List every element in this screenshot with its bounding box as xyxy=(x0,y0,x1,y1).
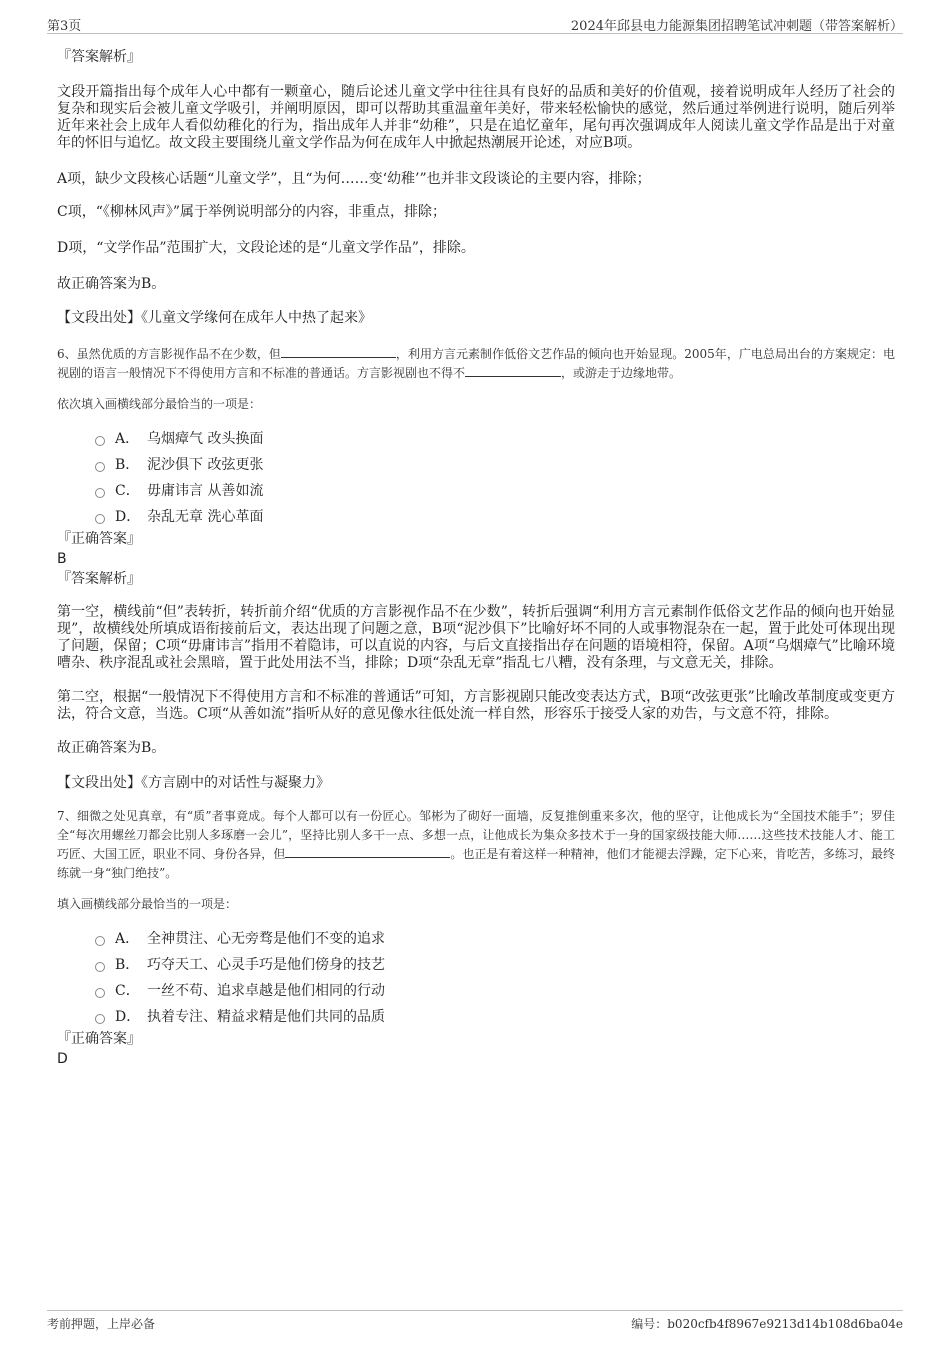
radio-icon[interactable] xyxy=(95,1014,105,1024)
q6-option-d[interactable]: D． 杂乱无章 洗心革面 xyxy=(95,504,895,530)
radio-icon[interactable] xyxy=(95,936,105,946)
q6-instruction: 依次填入画横线部分最恰当的一项是： xyxy=(57,397,262,411)
q5-analysis-option-c: C项，“《柳林风声》”属于举例说明部分的内容，非重点，排除； xyxy=(57,204,447,220)
q7-option-d[interactable]: D． 执着专注、精益求精是他们共同的品质 xyxy=(95,1004,895,1030)
page-header xyxy=(47,14,903,34)
q7-instruction: 填入画横线部分最恰当的一项是： xyxy=(57,897,238,911)
q5-analysis-paragraph: 文段开篇指出每个成年人心中都有一颗童心，随后论述儿童文学中往往具有良好的品质和美好的价值观，接着说明成年人经历了社会的复杂和现实后会被儿童文学吸引，并阐明原因，即可以帮助其重温童年美好，带来轻松愉快的感觉，然后通过举例进行说明，随后列举近年来社会上成年人看似幼稚化的行为，指出成年人并非“幼稚”，只是在追忆童年，尾句再次强调成年人阅读儿童文学作品是出于对童年的怀旧与追忆。故文段主要围绕儿童文学作品为何在成年人中掀起热潮展开论述，对应B项。 xyxy=(57,84,895,151)
q6-analysis-label: 『答案解析』 xyxy=(57,571,141,587)
q6-blank-2 xyxy=(465,365,561,377)
q6-conclusion: 故正确答案为B。 xyxy=(57,740,166,756)
page-number: 第3页 xyxy=(47,19,82,34)
q6-source: 【文段出处】《方言剧中的对话性与凝聚力》 xyxy=(57,775,330,791)
q5-analysis-option-a: A项，缺少文段核心话题“儿童文学”，且“为何……变‘幼稚’”也并非文段谈论的主要内容，排除； xyxy=(57,171,651,187)
q7-blank xyxy=(285,846,450,858)
q6-blank-1 xyxy=(281,346,396,358)
radio-icon[interactable] xyxy=(95,988,105,998)
q6-analysis-paragraph-1: 第一空，横线前“但”表转折，转折前介绍“优质的方言影视作品不在少数”，转折后强调“利用方言元素制作低俗文艺作品的倾向也开始显现”，故横线处所填成语衔接前后文，表达出现了问题之意，B项“泥沙俱下”比喻好坏不同的人或事物混杂在一起，置于此处可体现出现了问题，保留；C项“毋庸讳言”指用不着隐讳，可以直说的内容，与后文直接指出存在问题的语境相符，保留。A项“乌烟瘴气”比喻环境嘈杂、秩序混乱或社会黑暗，置于此处用法不当，排除；D项“杂乱无章”指乱七八糟，没有条理，与文意无关，排除。 xyxy=(57,604,895,671)
q7-option-a[interactable]: A． 全神贯注、心无旁骛是他们不变的追求 xyxy=(95,926,895,952)
radio-icon[interactable] xyxy=(95,436,105,446)
radio-icon[interactable] xyxy=(95,488,105,498)
q6-option-a[interactable]: A． 乌烟瘴气 改头换面 xyxy=(95,426,895,452)
radio-icon[interactable] xyxy=(95,462,105,472)
q6-answer: B xyxy=(57,551,67,567)
q6-option-c[interactable]: C． 毋庸讳言 从善如流 xyxy=(95,478,895,504)
q7-options xyxy=(57,926,895,1030)
q5-analysis-label: 『答案解析』 xyxy=(57,49,141,65)
footer-slogan: 考前押题，上岸必备 xyxy=(47,1317,156,1331)
q6-answer-label: 『正确答案』 xyxy=(57,531,141,547)
q6-options xyxy=(57,426,895,530)
q6-question-text: 6、虽然优质的方言影视作品不在少数，但 ，利用方言元素制作低俗文艺作品的倾向也开始显现。2005年，广电总局出台的方案规定：电视剧的语言一般情况下不得使用方言和不标准的普通话。方言影视剧也不得不 ，或游走于边缘地带。 xyxy=(57,347,895,380)
q5-source: 【文段出处】《儿童文学缘何在成年人中热了起来》 xyxy=(57,310,372,326)
document-id: 编号：b020cfb4f8967e9213d14b108d6ba04e xyxy=(631,1317,903,1331)
q7-option-b[interactable]: B． 巧夺天工、心灵手巧是他们傍身的技艺 xyxy=(95,952,895,978)
q7-answer: D xyxy=(57,1051,68,1067)
q7-answer-label: 『正确答案』 xyxy=(57,1031,141,1047)
q6-option-b[interactable]: B． 泥沙俱下 改弦更张 xyxy=(95,452,895,478)
q5-conclusion: 故正确答案为B。 xyxy=(57,276,166,292)
page-footer xyxy=(47,1310,903,1334)
q6-analysis-paragraph-2: 第二空，根据“一般情况下不得使用方言和不标准的普通话”可知，方言影视剧只能改变表达方式，B项“改弦更张”比喻改革制度或变更方法，符合文意，当选。C项“从善如流”指听从好的意见像水往低处流一样自然，形容乐于接受人家的劝告，与文意不符，排除。 xyxy=(57,689,895,722)
page-content xyxy=(57,44,895,1068)
radio-icon[interactable] xyxy=(95,962,105,972)
radio-icon[interactable] xyxy=(95,514,105,524)
q5-analysis-option-d: D项，“文学作品”范围扩大，文段论述的是“儿童文学作品”，排除。 xyxy=(57,240,475,256)
q7-option-c[interactable]: C． 一丝不苟、追求卓越是他们相同的行动 xyxy=(95,978,895,1004)
q7-question-text: 7、细微之处见真章，有“质”者事竟成。每个人都可以有一份匠心。邹彬为了砌好一面墙，反复推倒重来多次，他的坚守，让他成长为“全国技术能手”；罗佳全“每次用螺丝刀都会比别人多琢磨一会儿”，坚持比别人多干一点、多想一点，让他成长为集众多技术于一身的国家级技能大师……这些技术技能人才、能工巧匠、大国工匠，职业不同、身份各异，但 。也正是有着这样一种精神，他们才能褪去浮躁，定下心来，肯吃苦，多练习，最终练就一身“独门绝技”。 xyxy=(57,809,895,880)
document-title: 2024年邱县电力能源集团招聘笔试冲刺题（带答案解析） xyxy=(570,19,903,34)
